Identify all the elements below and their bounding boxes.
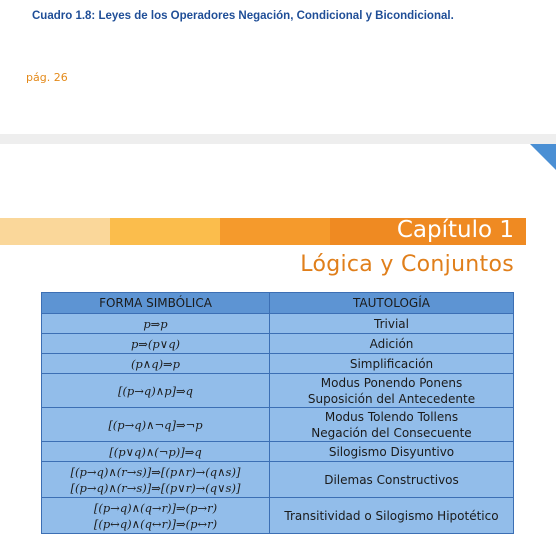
tautology-line: Dilemas Constructivos [324, 472, 459, 487]
corner-decoration [530, 144, 556, 170]
tautology-line: Negación del Consecuente [311, 425, 472, 440]
tautology-line: Suposición del Antecedente [307, 391, 476, 406]
symbolic-form-cell [42, 354, 270, 374]
chapter-bar-segment-1 [0, 218, 110, 245]
tautology-cell [270, 354, 514, 374]
tautology-line: Trivial [374, 316, 409, 331]
symbolic-form-line: [(p→q)∧(r→s)]⇒[(p∨r)→(q∨s)] [70, 480, 241, 495]
tautology-cell [270, 374, 514, 408]
tautology-line: Adición [369, 336, 414, 351]
symbolic-form-line: [(p→q)∧(q→r)]⇒(p→r) [93, 500, 218, 515]
table-header-row [42, 293, 514, 314]
tautology-cell [270, 462, 514, 498]
symbolic-form-line: (p∧q)⇒p [130, 356, 181, 371]
table-body [42, 314, 514, 534]
table-row [42, 408, 514, 442]
symbolic-form-line: [(p→q)∧¬q]⇒¬p [108, 417, 203, 432]
tautology-line: Modus Ponendo Ponens [320, 375, 463, 390]
tautology-cell [270, 334, 514, 354]
tautology-cell [270, 442, 514, 462]
table-row [42, 314, 514, 334]
symbolic-form-cell [42, 374, 270, 408]
tautology-cell [270, 314, 514, 334]
table-row [42, 334, 514, 354]
table-caption: Cuadro 1.8: Leyes de los Operadores Negación, Condicional y Bicondicional. [32, 10, 454, 22]
chapter-bar-segment-2 [110, 218, 220, 245]
symbolic-form-line: [(p∨q)∧(¬p)]⇒q [109, 444, 202, 459]
symbolic-form-cell [42, 334, 270, 354]
tautology-line: Modus Tolendo Tollens [324, 409, 459, 424]
table-row [42, 374, 514, 408]
tautology-cell [270, 498, 514, 534]
table-row [42, 442, 514, 462]
tautology-cell [270, 408, 514, 442]
page-reference: pág. 26 [26, 71, 68, 84]
symbolic-form-line: p⇒(p∨q) [130, 336, 181, 351]
symbolic-form-cell [42, 442, 270, 462]
table-row [42, 462, 514, 498]
laws-table [41, 292, 514, 534]
symbolic-form-line: [(p↔q)∧(q↔r)]⇒(p↔r) [93, 516, 218, 531]
chapter-bar-segment-3 [220, 218, 330, 245]
header-tautology: TAUTOLOGÍA [270, 293, 514, 314]
symbolic-form-line: [(p→q)∧(r→s)]⇒[(p∧r)→(q∧s)] [70, 464, 241, 479]
chapter-title: Lógica y Conjuntos [300, 252, 514, 277]
page-separator [0, 134, 556, 144]
symbolic-form-line: [(p→q)∧p]⇒q [117, 383, 194, 398]
chapter-label: Capítulo 1 [396, 217, 514, 243]
tautology-line: Silogismo Disyuntivo [328, 444, 455, 459]
tautology-line: Simplificación [349, 356, 434, 371]
table-row [42, 498, 514, 534]
tautology-line: Transitividad o Silogismo Hipotético [284, 508, 499, 523]
symbolic-form-line: p⇒p [143, 316, 168, 331]
symbolic-form-cell [42, 498, 270, 534]
symbolic-form-cell [42, 314, 270, 334]
header-symbolic-form: FORMA SIMBÓLICA [42, 293, 270, 314]
table-row [42, 354, 514, 374]
symbolic-form-cell [42, 462, 270, 498]
symbolic-form-cell [42, 408, 270, 442]
